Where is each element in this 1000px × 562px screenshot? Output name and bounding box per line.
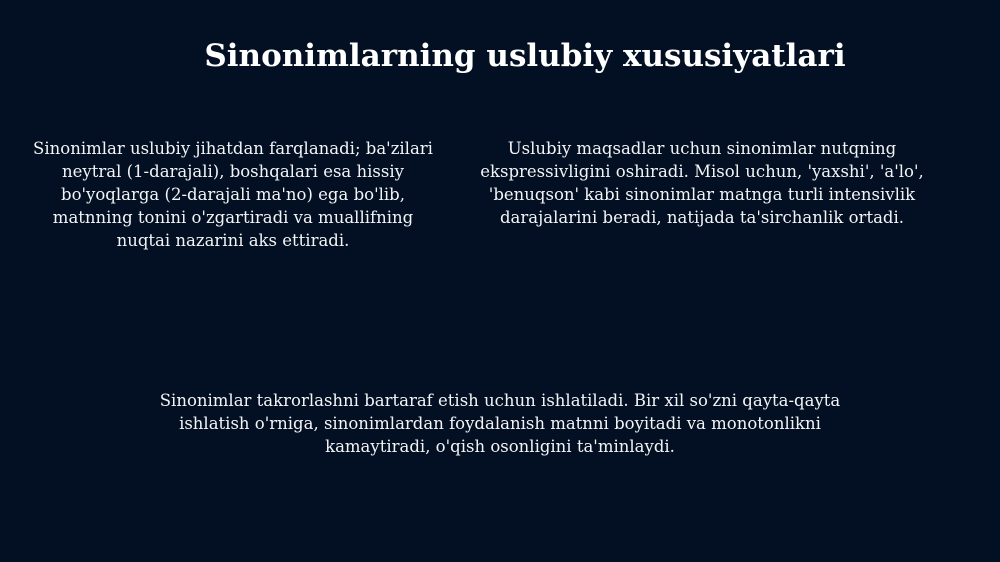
paragraph-avoid-repetition: Sinonimlar takrorlashni bartaraf etish uchun ishlatiladi. Bir xil so'zni qayta-qayta ishlatish o'rniga, sinonimlardan foydalanish matnni boyitadi va monotonlikni kamaytiradi, o'qish osonligini ta'minlaydi. <box>159 391 841 456</box>
paragraph-expressiveness: Uslubiy maqsadlar uchun sinonimlar nutqning ekspressivligini oshiradi. Misol uchun, 'yaxshi', 'a'lo', 'benuqson' kabi sinonimlar matnga turli intensivlik darajalarini beradi, natijada ta'sirchanlik ortadi. <box>480 139 924 227</box>
slide-title: Sinonimlarning uslubiy xususiyatlari <box>204 38 846 74</box>
paragraph-stylistic-differences: Sinonimlar uslubiy jihatdan farqlanadi; ba'zilari neytral (1-darajali), boshqalari esa hissiy bo'yoqlarga (2-darajali ma'no) ega bo'lib, matnning tonini o'zgartiradi va muallifning nuqtai nazarini aks ettiradi. <box>33 139 433 250</box>
